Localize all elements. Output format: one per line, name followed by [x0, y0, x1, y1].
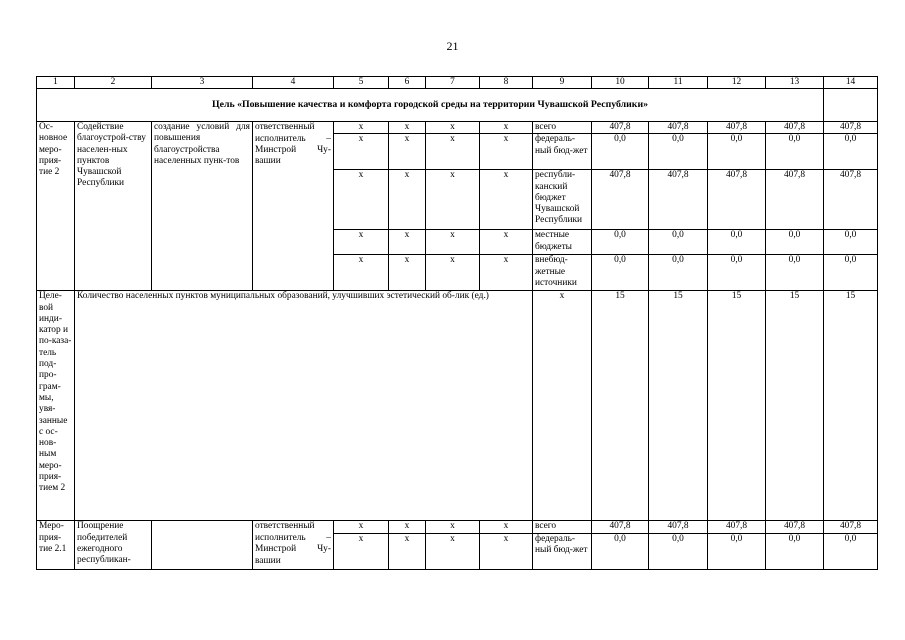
- table-row: [37, 521, 878, 533]
- value-cell: 407,8: [649, 521, 708, 533]
- source-label: всего: [533, 521, 592, 533]
- x-cell: x: [334, 230, 389, 255]
- event-goal: создание условий для повышения благоустройства населенных пунк-тов: [152, 122, 253, 291]
- value-cell: 407,8: [708, 122, 766, 134]
- indicator-value: 15: [649, 291, 708, 521]
- indicator-row: [37, 291, 878, 521]
- x-cell: x: [426, 533, 480, 569]
- source-label: федераль-ный бюд-жет: [533, 134, 592, 170]
- indicator-value: 15: [708, 291, 766, 521]
- value-cell: 407,8: [766, 170, 824, 230]
- goal-side-cell: [824, 89, 878, 122]
- value-cell: 0,0: [649, 533, 708, 569]
- value-cell: 0,0: [592, 533, 649, 569]
- col-header: 9: [533, 77, 592, 89]
- value-cell: 0,0: [824, 134, 878, 170]
- value-cell: 0,0: [708, 533, 766, 569]
- value-cell: 407,8: [708, 170, 766, 230]
- value-cell: 0,0: [708, 230, 766, 255]
- x-cell: x: [334, 134, 389, 170]
- x-cell: x: [389, 255, 426, 291]
- value-cell: 0,0: [766, 134, 824, 170]
- x-cell: x: [426, 521, 480, 533]
- x-cell: x: [389, 122, 426, 134]
- source-label: внебюд-жетные источники: [533, 255, 592, 291]
- x-cell: x: [426, 170, 480, 230]
- responsible-executor: исполнитель – Минстрой Чу-вашии: [253, 533, 334, 569]
- col-header: 14: [824, 77, 878, 89]
- x-cell: x: [480, 255, 533, 291]
- value-cell: 407,8: [649, 170, 708, 230]
- event-goal-empty: [152, 521, 253, 569]
- col-header: 2: [75, 77, 152, 89]
- col-header: 3: [152, 77, 253, 89]
- value-cell: 407,8: [824, 521, 878, 533]
- value-cell: 0,0: [649, 134, 708, 170]
- indicator-text: Количество населенных пунктов муниципальных образований, улучшивших эстетический об-лик (ед.): [75, 291, 533, 521]
- responsible-executor: исполнитель – Минстрой Чу-вашии: [253, 134, 334, 291]
- source-label: местные бюджеты: [533, 230, 592, 255]
- x-cell: x: [334, 122, 389, 134]
- x-cell: x: [334, 255, 389, 291]
- x-cell: x: [426, 122, 480, 134]
- x-cell: x: [533, 291, 592, 521]
- value-cell: 407,8: [592, 170, 649, 230]
- x-cell: x: [480, 170, 533, 230]
- goal-row: [37, 89, 878, 122]
- col-header: 5: [334, 77, 389, 89]
- x-cell: x: [426, 230, 480, 255]
- responsible-label: ответственный: [253, 122, 334, 134]
- x-cell: x: [480, 122, 533, 134]
- x-cell: x: [389, 521, 426, 533]
- col-header: 4: [253, 77, 334, 89]
- value-cell: 0,0: [708, 134, 766, 170]
- x-cell: x: [389, 230, 426, 255]
- col-header: 1: [37, 77, 75, 89]
- value-cell: 407,8: [649, 122, 708, 134]
- x-cell: x: [389, 134, 426, 170]
- table-row: [37, 122, 878, 134]
- indicator-label: Целе-вой инди-катор и по-каза-тель под-про-грам-мы, увя-занные с ос-нов-ным меро-прия-тием 2: [37, 291, 75, 521]
- value-cell: 0,0: [592, 255, 649, 291]
- value-cell: 0,0: [824, 533, 878, 569]
- responsible-label: ответственный: [253, 521, 334, 533]
- indicator-value: 15: [766, 291, 824, 521]
- column-number-row: [37, 77, 878, 89]
- col-header: 10: [592, 77, 649, 89]
- event-title: Содействие благоустрой-ству населен-ных пунктов Чувашской Республики: [75, 122, 152, 291]
- value-cell: 407,8: [824, 122, 878, 134]
- value-cell: 407,8: [766, 122, 824, 134]
- x-cell: x: [334, 170, 389, 230]
- x-cell: x: [334, 533, 389, 569]
- col-header: 13: [766, 77, 824, 89]
- event-number: Ос-новное меро-прия-тие 2: [37, 122, 75, 291]
- value-cell: 0,0: [766, 230, 824, 255]
- event-number: Меро-прия-тие 2.1: [37, 521, 75, 569]
- value-cell: 0,0: [766, 255, 824, 291]
- page-number: 21: [446, 39, 459, 53]
- col-header: 11: [649, 77, 708, 89]
- value-cell: 0,0: [766, 533, 824, 569]
- source-label: всего: [533, 122, 592, 134]
- value-cell: 407,8: [592, 521, 649, 533]
- x-cell: x: [334, 521, 389, 533]
- value-cell: 407,8: [766, 521, 824, 533]
- value-cell: 0,0: [708, 255, 766, 291]
- value-cell: 0,0: [649, 255, 708, 291]
- source-label: республи-канский бюджет Чувашской Республики: [533, 170, 592, 230]
- budget-table: [36, 76, 878, 570]
- col-header: 12: [708, 77, 766, 89]
- x-cell: x: [426, 134, 480, 170]
- x-cell: x: [480, 230, 533, 255]
- value-cell: 0,0: [592, 134, 649, 170]
- x-cell: x: [480, 533, 533, 569]
- value-cell: 407,8: [708, 521, 766, 533]
- x-cell: x: [389, 170, 426, 230]
- col-header: 8: [480, 77, 533, 89]
- goal-title: Цель «Повышение качества и комфорта городской среды на территории Чувашской Республики»: [37, 89, 824, 122]
- col-header: 7: [426, 77, 480, 89]
- col-header: 6: [389, 77, 426, 89]
- source-label: федераль-ный бюд-жет: [533, 533, 592, 569]
- value-cell: 407,8: [824, 170, 878, 230]
- x-cell: x: [480, 521, 533, 533]
- value-cell: 0,0: [824, 230, 878, 255]
- x-cell: x: [389, 533, 426, 569]
- event-title: Поощрение победителей ежегодного республикан-: [75, 521, 152, 569]
- value-cell: 0,0: [649, 230, 708, 255]
- value-cell: 0,0: [824, 255, 878, 291]
- x-cell: x: [426, 255, 480, 291]
- value-cell: 0,0: [592, 230, 649, 255]
- indicator-value: 15: [592, 291, 649, 521]
- value-cell: 407,8: [592, 122, 649, 134]
- x-cell: x: [480, 134, 533, 170]
- indicator-value: 15: [824, 291, 878, 521]
